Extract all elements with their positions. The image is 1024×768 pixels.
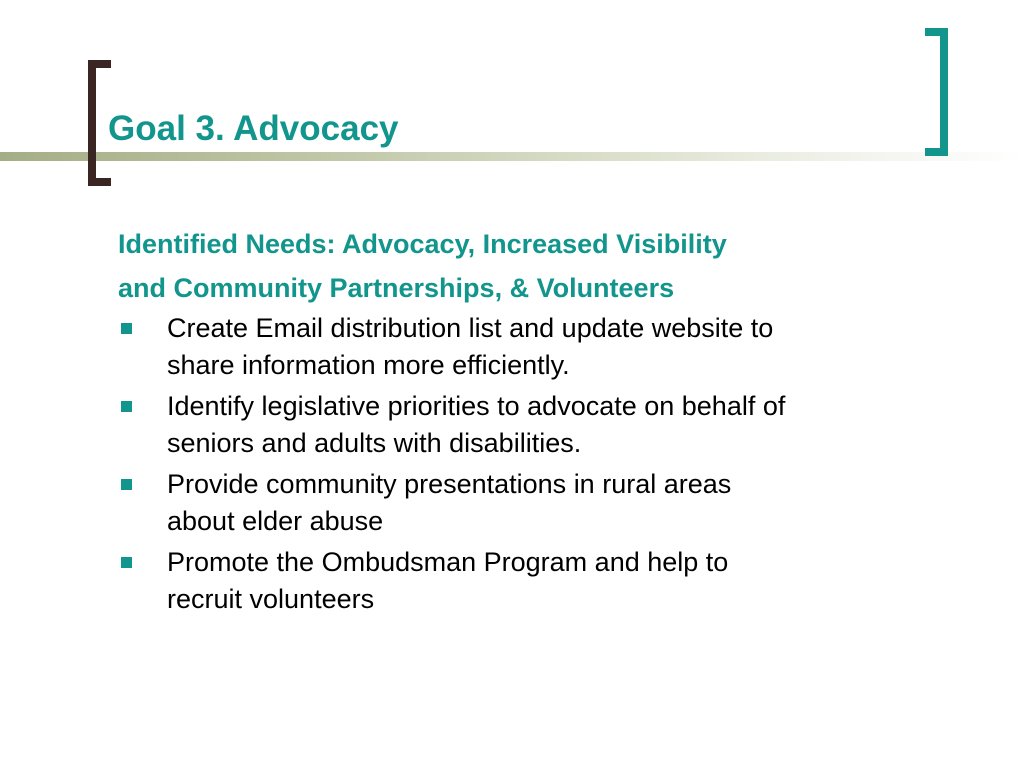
slide-title: Goal 3. Advocacy bbox=[108, 109, 399, 148]
bullet-4-line-1: Promote the Ombudsman Program and help to bbox=[167, 547, 729, 577]
right-bracket-top-cap bbox=[925, 28, 948, 36]
square-bullet-icon bbox=[121, 401, 132, 412]
slide-body bbox=[118, 222, 978, 622]
bullet-item bbox=[118, 544, 978, 618]
square-bullet-icon bbox=[121, 557, 132, 568]
square-bullet-icon bbox=[121, 479, 132, 490]
right-bracket-bottom-cap bbox=[925, 148, 948, 156]
bullet-list bbox=[118, 310, 978, 618]
bullet-2-line-2: seniors and adults with disabilities. bbox=[167, 428, 582, 458]
left-bracket-top-cap bbox=[88, 60, 111, 68]
title-accent-bar bbox=[0, 152, 1024, 161]
right-bracket-stem bbox=[940, 28, 948, 156]
bullet-1-line-2: share information more efficiently. bbox=[167, 350, 570, 380]
bullet-item bbox=[118, 388, 978, 462]
subheading bbox=[118, 222, 978, 310]
bullet-2-line-1: Identify legislative priorities to advocate on behalf of bbox=[167, 391, 786, 421]
left-bracket-bottom-cap bbox=[88, 178, 111, 186]
bullet-item bbox=[118, 310, 978, 384]
square-bullet-icon bbox=[121, 323, 132, 334]
bullet-item bbox=[118, 466, 978, 540]
subheading-line-2: and Community Partnerships, & Volunteers bbox=[118, 273, 675, 303]
bullet-4-line-2: recruit volunteers bbox=[167, 584, 375, 614]
left-bracket-stem bbox=[88, 60, 96, 186]
bullet-3-line-1: Provide community presentations in rural areas bbox=[167, 469, 732, 499]
subheading-line-1: Identified Needs: Advocacy, Increased Visibility bbox=[118, 229, 727, 259]
bullet-1-line-1: Create Email distribution list and update website to bbox=[167, 313, 774, 343]
right-bracket-decoration bbox=[925, 28, 948, 156]
bullet-3-line-2: about elder abuse bbox=[167, 506, 384, 536]
